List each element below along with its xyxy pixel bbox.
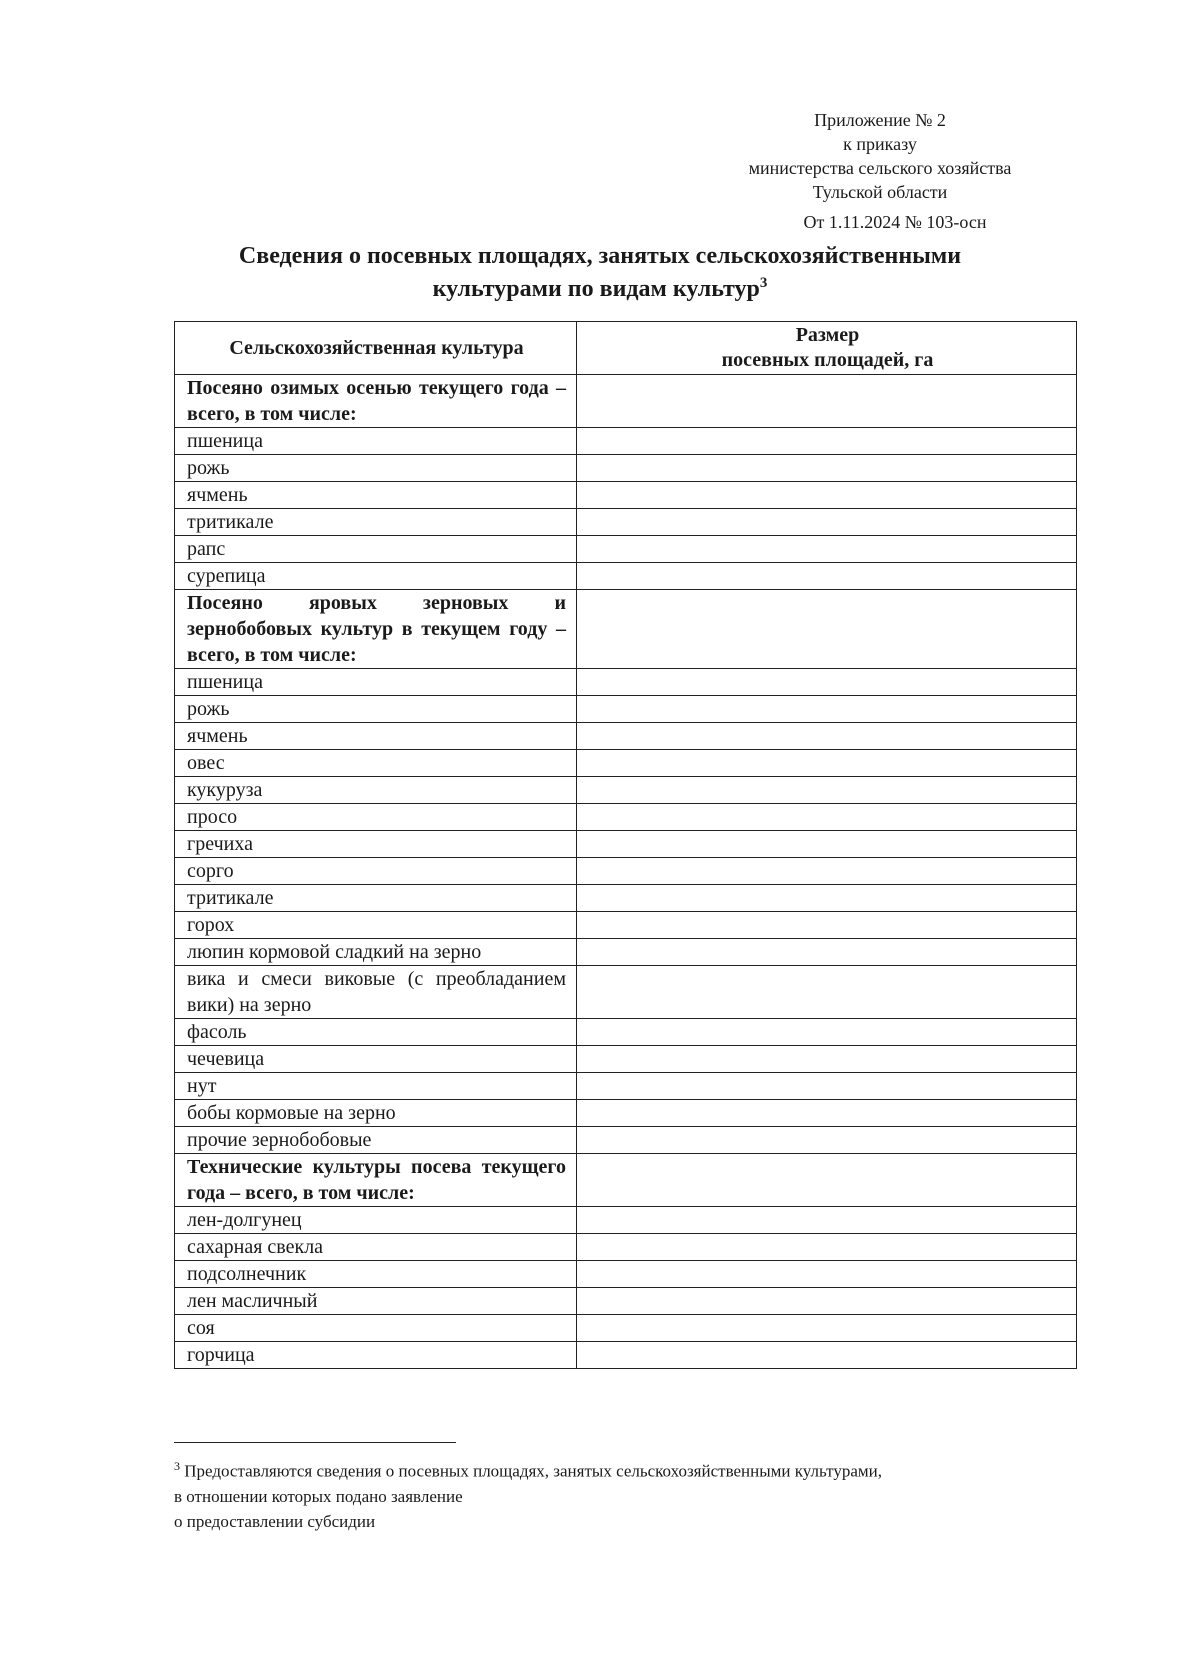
area-value-cell[interactable] (577, 723, 1077, 750)
footnote-line-1 (174, 1454, 1054, 1484)
area-value-cell[interactable] (577, 750, 1077, 777)
area-value-cell[interactable] (577, 1342, 1077, 1369)
crop-label: нут (175, 1073, 577, 1100)
footnote-line-3: о предоставлении субсидии (174, 1511, 376, 1531)
crop-label: соя (175, 1315, 577, 1342)
appendix-ministry: министерства сельского хозяйства (748, 158, 1012, 178)
crop-label: тритикале (175, 885, 577, 912)
order-date-number: От 1.11.2024 № 103-осн (803, 212, 987, 232)
area-value-cell[interactable] (577, 858, 1077, 885)
table-row (175, 455, 1077, 482)
column-header-crop: Сельскохозяйственная культура (175, 322, 577, 375)
crop-label: горчица (175, 1342, 577, 1369)
area-value-cell[interactable] (577, 1127, 1077, 1154)
area-value-cell[interactable] (577, 563, 1077, 590)
crop-label: фасоль (175, 1019, 577, 1046)
table-row (175, 590, 1077, 669)
table-row (175, 428, 1077, 455)
title-line-1: Сведения о посевных площадях, занятых сельскохозяйственными (238, 243, 962, 269)
area-value-cell[interactable] (577, 885, 1077, 912)
table-row (175, 563, 1077, 590)
area-value-cell[interactable] (577, 1288, 1077, 1315)
table-header-row (175, 322, 1077, 375)
table-row (175, 1288, 1077, 1315)
table-row (175, 1100, 1077, 1127)
appendix-header (700, 108, 1060, 234)
table-row (175, 1073, 1077, 1100)
area-value-cell[interactable] (577, 831, 1077, 858)
area-value-cell[interactable] (577, 428, 1077, 455)
crop-label: прочие зернобобовые (175, 1127, 577, 1154)
crop-label: тритикале (175, 509, 577, 536)
column-header-area (577, 322, 1077, 375)
title-footnote-mark: 3 (759, 275, 768, 291)
footnote-mark: 3 (174, 1459, 180, 1473)
table-row (175, 966, 1077, 1019)
table-row (175, 939, 1077, 966)
area-value-cell[interactable] (577, 912, 1077, 939)
table-row (175, 1342, 1077, 1369)
area-value-cell[interactable] (577, 482, 1077, 509)
crop-label: люпин кормовой сладкий на зерно (175, 939, 577, 966)
table-row (175, 375, 1077, 428)
column-header-area-line-2: посевных площадей, га (721, 349, 934, 371)
document-title (150, 240, 1050, 306)
crop-label: чечевица (175, 1046, 577, 1073)
table-row (175, 1261, 1077, 1288)
crop-label: пшеница (175, 669, 577, 696)
table-row (175, 777, 1077, 804)
area-value-cell[interactable] (577, 1207, 1077, 1234)
area-value-cell[interactable] (577, 1019, 1077, 1046)
area-value-cell[interactable] (577, 939, 1077, 966)
crop-label: сурепица (175, 563, 577, 590)
crop-label: кукуруза (175, 777, 577, 804)
crop-group-label: Посеяно яровых зерновых и зернобобовых культур в текущем году – всего, в том числе: (175, 590, 577, 669)
footnote-text-1: Предоставляются сведения о посевных площадях, занятых сельскохозяйственными культурами, (180, 1461, 882, 1481)
area-value-cell[interactable] (577, 804, 1077, 831)
crop-label: рожь (175, 455, 577, 482)
title-line-2: культурами по видам культур (432, 276, 760, 302)
crop-label: лен-долгунец (175, 1207, 577, 1234)
appendix-number: Приложение № 2 (814, 110, 946, 130)
area-value-cell[interactable] (577, 1100, 1077, 1127)
area-value-cell[interactable] (577, 669, 1077, 696)
area-value-cell[interactable] (577, 1234, 1077, 1261)
area-value-cell[interactable] (577, 1315, 1077, 1342)
crop-label: просо (175, 804, 577, 831)
table-row (175, 885, 1077, 912)
area-value-cell[interactable] (577, 1046, 1077, 1073)
crop-label: сорго (175, 858, 577, 885)
area-value-cell[interactable] (577, 375, 1077, 428)
footnote (174, 1454, 1054, 1534)
area-value-cell[interactable] (577, 536, 1077, 563)
crop-group-label: Технические культуры посева текущего года – всего, в том числе: (175, 1154, 577, 1207)
table-row (175, 509, 1077, 536)
appendix-to-order: к приказу (843, 134, 917, 154)
table-row (175, 1127, 1077, 1154)
table-row (175, 1019, 1077, 1046)
crop-label: вика и смеси виковые (с преобладанием вики) на зерно (175, 966, 577, 1019)
area-value-cell[interactable] (577, 455, 1077, 482)
crop-label: ячмень (175, 723, 577, 750)
crop-label: пшеница (175, 428, 577, 455)
table-row (175, 1046, 1077, 1073)
table-row (175, 696, 1077, 723)
table-row (175, 750, 1077, 777)
table-row (175, 482, 1077, 509)
table-row (175, 1234, 1077, 1261)
crop-label: сахарная свекла (175, 1234, 577, 1261)
crop-group-label: Посеяно озимых осенью текущего года – всего, в том числе: (175, 375, 577, 428)
crop-label: бобы кормовые на зерно (175, 1100, 577, 1127)
crop-label: ячмень (175, 482, 577, 509)
table-row (175, 723, 1077, 750)
area-value-cell[interactable] (577, 777, 1077, 804)
table-row (175, 831, 1077, 858)
table-row (175, 536, 1077, 563)
area-value-cell[interactable] (577, 590, 1077, 669)
footnote-line-2: в отношении которых подано заявление (174, 1486, 463, 1506)
crop-label: овес (175, 750, 577, 777)
table-row (175, 1207, 1077, 1234)
footnote-divider (174, 1442, 456, 1443)
area-value-cell[interactable] (577, 1261, 1077, 1288)
table-row (175, 858, 1077, 885)
table-row (175, 669, 1077, 696)
table-body (175, 375, 1077, 1369)
table-row (175, 1154, 1077, 1207)
area-value-cell[interactable] (577, 1073, 1077, 1100)
crop-label: подсолнечник (175, 1261, 577, 1288)
crop-label: гречиха (175, 831, 577, 858)
crop-label: рапс (175, 536, 577, 563)
table-row (175, 1315, 1077, 1342)
column-header-area-line-1: Размер (795, 324, 860, 346)
crop-label: горох (175, 912, 577, 939)
table-row (175, 912, 1077, 939)
table-row (175, 804, 1077, 831)
crop-label: лен масличный (175, 1288, 577, 1315)
crop-label: рожь (175, 696, 577, 723)
crop-area-table (174, 321, 1077, 1369)
area-value-cell[interactable] (577, 509, 1077, 536)
area-value-cell[interactable] (577, 966, 1077, 1019)
appendix-region: Тульской области (812, 182, 948, 202)
area-value-cell[interactable] (577, 696, 1077, 723)
area-value-cell[interactable] (577, 1154, 1077, 1207)
